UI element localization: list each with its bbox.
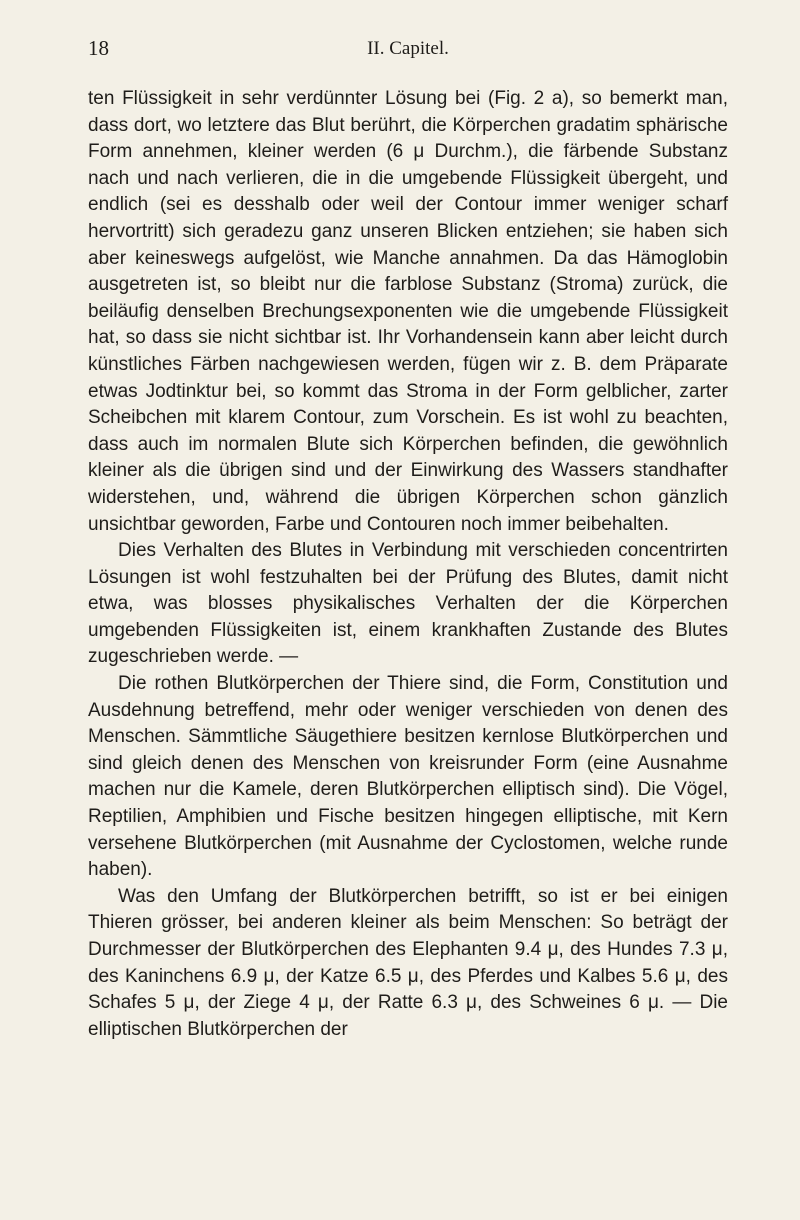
paragraph: ten Flüssigkeit in sehr verdünnter Lösung bei (Fig. 2 a), so bemerkt man, dass dort, wo letztere das Blut berührt, die Körperchen gradatim sphärische Form annehmen, kleiner werden (6 μ Durchm.), die färbende Substanz nach und nach verlieren, die in die umgebende Flüssigkeit übergeht, und endlich (sei es desshalb oder weil der Contour immer weniger scharf hervortritt) sich geradezu ganz unseren Blicken entziehen; sie haben sich aber keineswegs aufgelöst, wie Manche annahmen. Da das Hämoglobin ausgetreten ist, so bleibt nur die farblose Substanz (Stroma) zurück, die beiläufig denselben Brechungsexponenten wie die umgebende Flüssigkeit hat, so dass sie nicht sichtbar ist. Ihr Vorhandensein kann aber leicht durch künstliches Färben nachgewiesen werden, fügen wir z. B. dem Präparate etwas Jodtinktur bei, so kommt das Stroma in der Form gelblicher, zarter Scheibchen mit klarem Contour, zum Vorschein. Es ist wohl zu beachten, dass auch im normalen Blute sich Körperchen befinden, die gewöhnlich kleiner als die übrigen sind und der Einwirkung des Wassers standhafter widerstehen, und, während die übrigen Körperchen schon gänzlich unsichtbar geworden, Farbe und Contouren noch immer beibehalten. [88,88,728,535]
page-number: 18 [88,36,109,60]
paragraph: Die rothen Blutkörperchen der Thiere sind, die Form, Constitution und Ausdehnung betreffend, mehr oder weniger verschieden von denen des Menschen. Sämmtliche Säugethiere besitzen kernlose Blutkörperchen und sind gleich denen des Menschen von kreisrunder Form (eine Ausnahme machen nur die Kamele, deren Blutkörperchen elliptisch sind). Die Vögel, Reptilien, Amphibien und Fische besitzen hingegen elliptische, mit Kern versehene Blutkörperchen (mit Ausnahme der Cyclostomen, welche runde haben). [88,673,728,881]
body-text [88,86,728,1043]
page-header [88,36,728,64]
paragraph: Dies Verhalten des Blutes in Verbindung mit verschieden concentrirten Lösungen ist wohl festzuhalten bei der Prüfung des Blutes, damit nicht etwa, was blosses physikalisches Verhalten der die Körperchen umgebenden Flüssigkeiten ist, einem krankhaften Zustande des Blutes zugeschrieben werde. — [88,540,728,668]
chapter-title: II. Capitel. [367,38,449,59]
paragraph: Was den Umfang der Blutkörperchen betrifft, so ist er bei einigen Thieren grösser, bei anderen kleiner als beim Menschen: So beträgt der Durchmesser der Blutkörperchen des Elephanten 9.4 μ, des Hundes 7.3 μ, des Kaninchens 6.9 μ, der Katze 6.5 μ, des Pferdes und Kalbes 5.6 μ, des Schafes 5 μ, der Ziege 4 μ, der Ratte 6.3 μ, des Schweines 6 μ. — Die elliptischen Blutkörperchen der [88,885,728,1040]
